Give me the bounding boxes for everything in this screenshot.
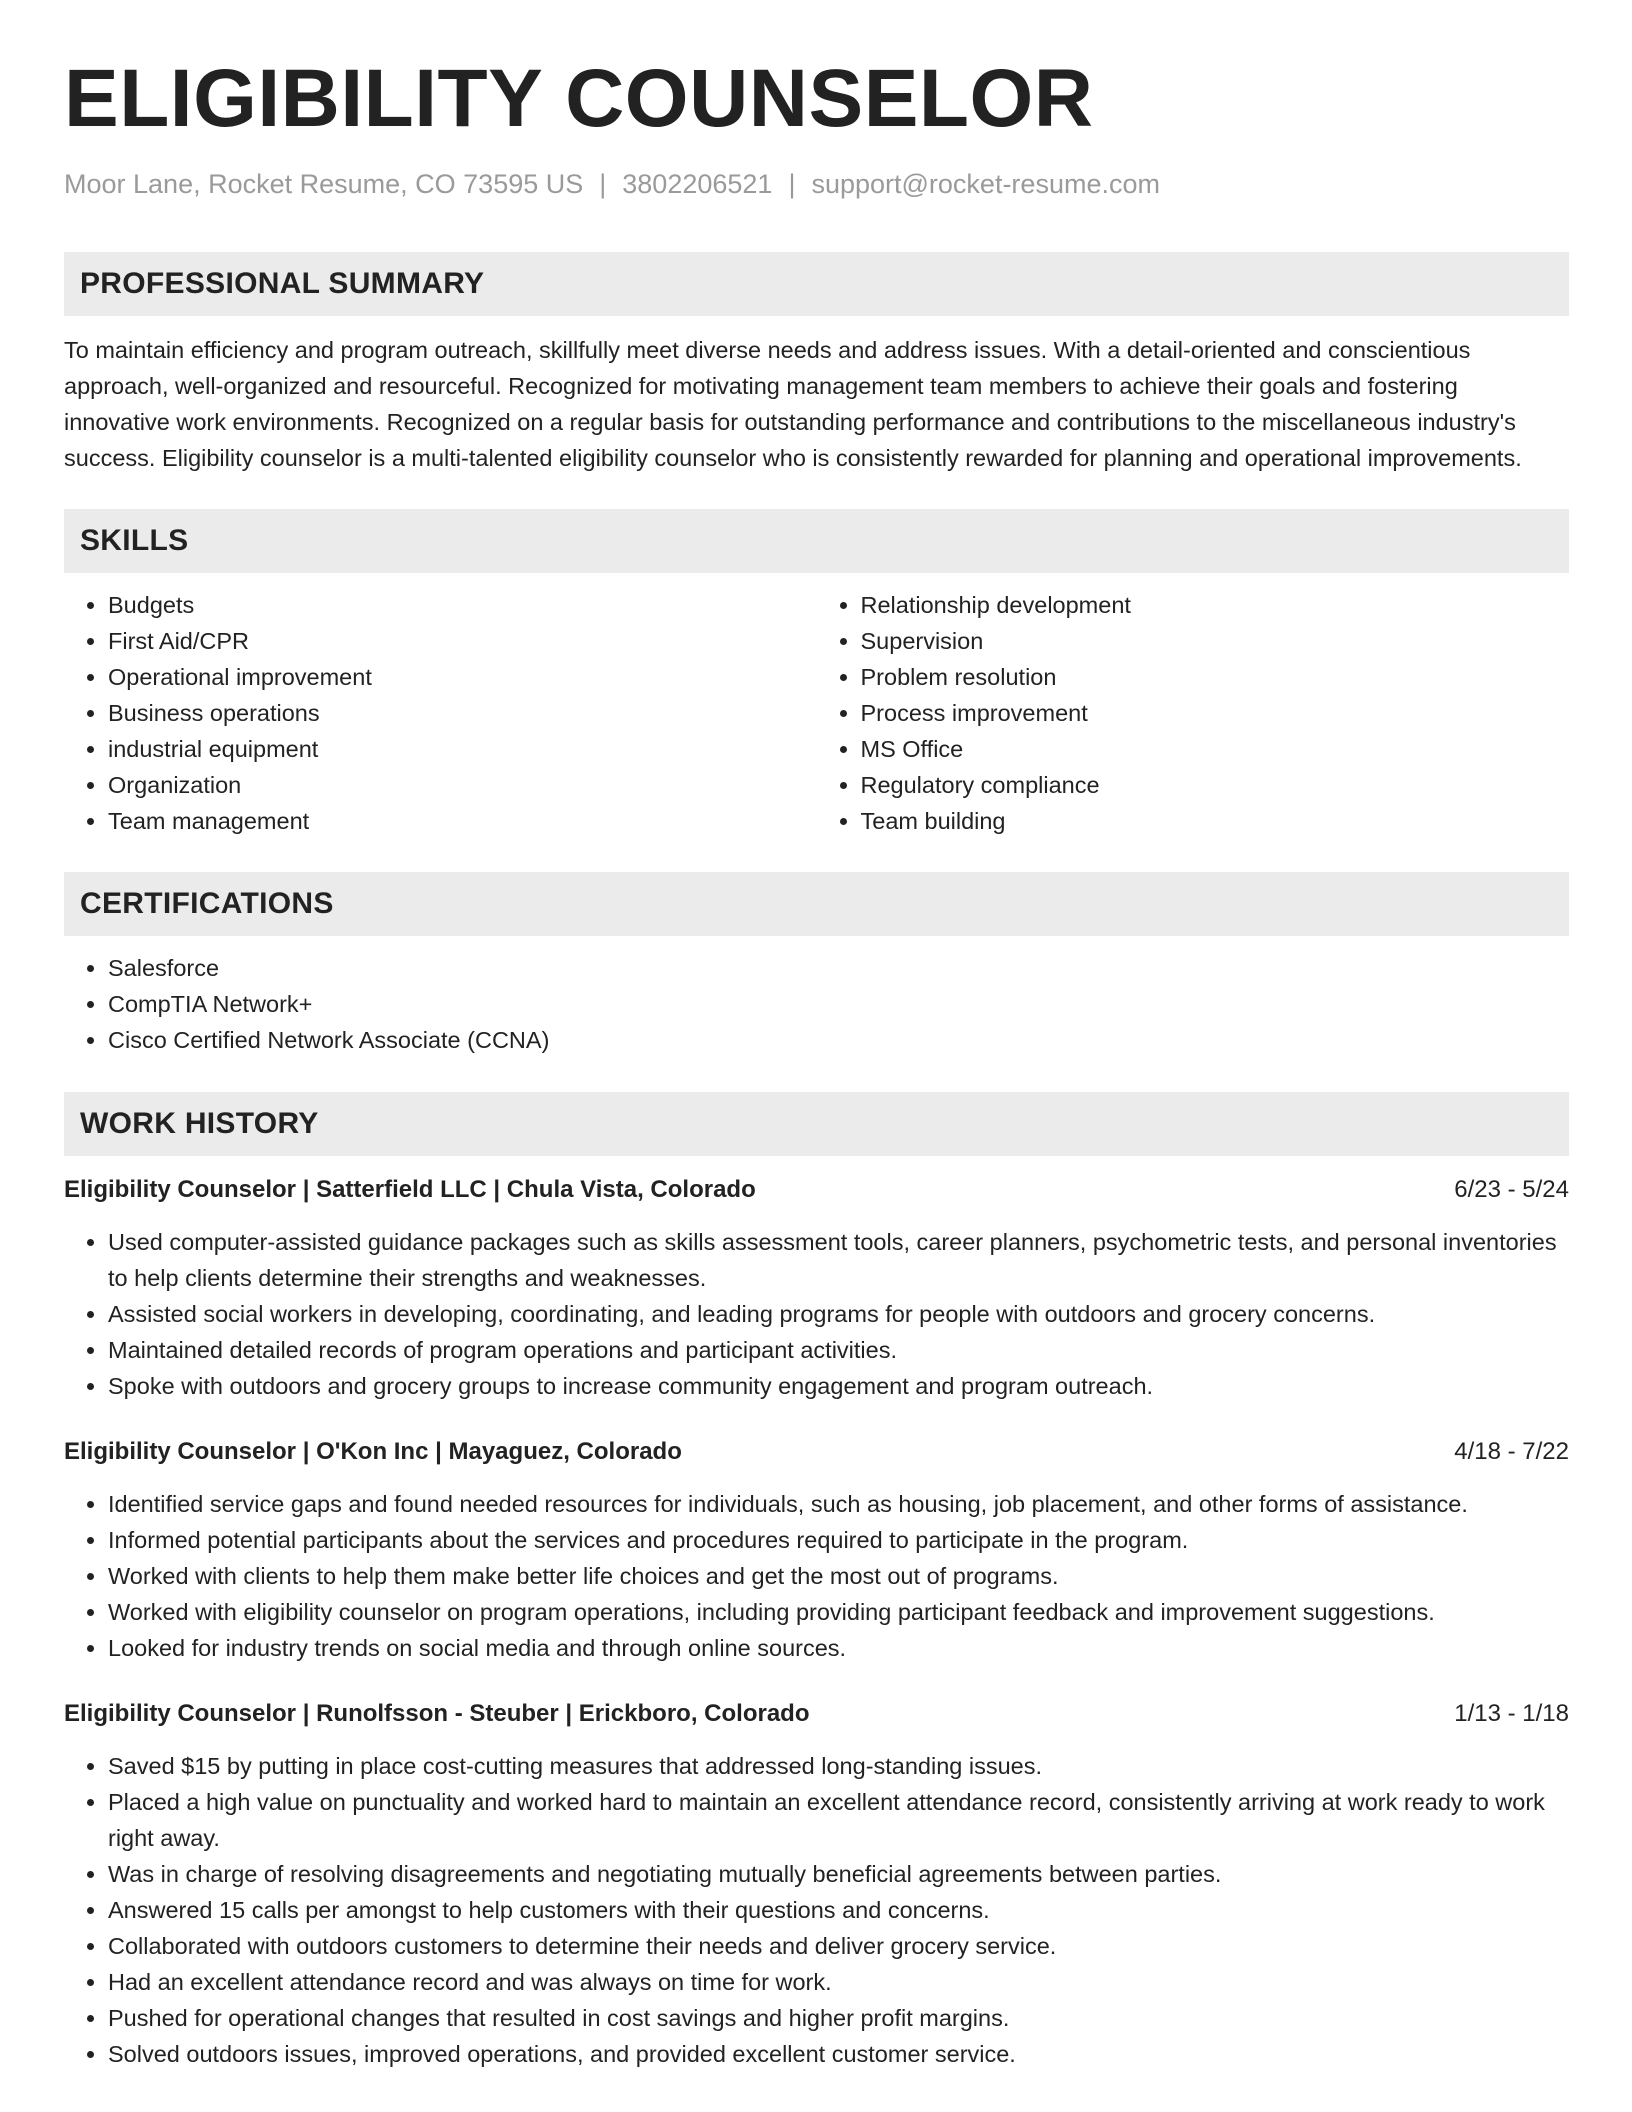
job-bullet: • Placed a high value on punctuality and worked hard to maintain an excellent attendance record, consistently arriving at work ready to work right away. <box>108 1784 1569 1856</box>
skills-grid <box>64 587 1569 839</box>
contact-phone: 3802206521 <box>622 169 773 199</box>
job-bullet: • Used computer-assisted guidance packages such as skills assessment tools, career planners, psychometric tests, and personal inventories to help clients determine their strengths and weaknesses. <box>108 1224 1569 1296</box>
job-bullet: • Solved outdoors issues, improved operations, and provided excellent customer service. <box>108 2036 1569 2072</box>
job-dates: 4/18 - 7/22 <box>1454 1438 1569 1466</box>
job-heading <box>64 1696 1569 1732</box>
job-dates: 6/23 - 5/24 <box>1454 1176 1569 1204</box>
job-bullet: • Looked for industry trends on social media and through online sources. <box>108 1630 1569 1666</box>
section-header-certifications: CERTIFICATIONS <box>64 872 1569 936</box>
skill-item: • First Aid/CPR <box>108 623 817 659</box>
certification-item: • CompTIA Network+ <box>108 986 1569 1022</box>
job-bullet: • Informed potential participants about the services and procedures required to participate in the program. <box>108 1522 1569 1558</box>
job-bullet: • Assisted social workers in developing, coordinating, and leading programs for people with outdoors and grocery concerns. <box>108 1296 1569 1332</box>
skill-item: • MS Office <box>861 731 1570 767</box>
contact-line <box>64 168 1569 200</box>
job-title: Eligibility Counselor | Runolfsson - Steuber | Erickboro, Colorado <box>64 1700 810 1728</box>
summary-text: To maintain efficiency and program outreach, skillfully meet diverse needs and address issues. With a detail-oriented and conscientious approach, well-organized and resourceful. Recognized for motivating management team members to achieve their goals and fostering innovative work environments. Recognized on a regular basis for outstanding performance and contributions to the miscellaneous industry's success. Eligibility counselor is a multi-talented eligibility counselor who is consistently rewarded for planning and operational improvements. <box>64 337 1522 472</box>
skills-column-right <box>817 587 1570 839</box>
skill-item: • Budgets <box>108 587 817 623</box>
skill-item: • Problem resolution <box>861 659 1570 695</box>
job-title: Eligibility Counselor | Satterfield LLC | Chula Vista, Colorado <box>64 1176 756 1204</box>
job-bullet: • Worked with clients to help them make better life choices and get the most out of programs. <box>108 1558 1569 1594</box>
candidate-name: ELIGIBILITY COUNSELOR <box>64 53 1094 144</box>
job-bullet: • Answered 15 calls per amongst to help customers with their questions and concerns. <box>108 1892 1569 1928</box>
contact-separator: | <box>788 169 796 199</box>
job-bullet: • Was in charge of resolving disagreements and negotiating mutually beneficial agreements between parties. <box>108 1856 1569 1892</box>
skill-item: • Supervision <box>861 623 1570 659</box>
job-bullet: • Pushed for operational changes that resulted in cost savings and higher profit margins. <box>108 2000 1569 2036</box>
certifications-list <box>64 950 1569 1058</box>
job-bullet: • Spoke with outdoors and grocery groups to increase community engagement and program outreach. <box>108 1368 1569 1404</box>
skill-item: • Process improvement <box>861 695 1570 731</box>
contact-address: Moor Lane, Rocket Resume, CO 73595 US <box>64 169 584 199</box>
skill-item: • Operational improvement <box>108 659 817 695</box>
skill-item: • Business operations <box>108 695 817 731</box>
skill-item: • Relationship development <box>861 587 1570 623</box>
job-bullet: • Identified service gaps and found needed resources for individuals, such as housing, job placement, and other forms of assistance. <box>108 1486 1569 1522</box>
job-bullets <box>64 1224 1569 1404</box>
certification-item: • Salesforce <box>108 950 1569 986</box>
skills-column-left <box>64 587 817 839</box>
section-header-work-history: WORK HISTORY <box>64 1092 1569 1156</box>
skill-item: • Team management <box>108 803 817 839</box>
job-dates: 1/13 - 1/18 <box>1454 1700 1569 1728</box>
skill-item: • Regulatory compliance <box>861 767 1570 803</box>
skill-item: • Organization <box>108 767 817 803</box>
job-bullets <box>64 1748 1569 2072</box>
section-header-skills: SKILLS <box>64 509 1569 573</box>
skill-item: • Team building <box>861 803 1570 839</box>
job-heading <box>64 1172 1569 1208</box>
contact-separator: | <box>599 169 607 199</box>
contact-email: support@rocket-resume.com <box>811 169 1160 199</box>
job-bullet: • Worked with eligibility counselor on program operations, including providing participant feedback and improvement suggestions. <box>108 1594 1569 1630</box>
job-bullets <box>64 1486 1569 1666</box>
job-bullet: • Saved $15 by putting in place cost-cutting measures that addressed long-standing issues. <box>108 1748 1569 1784</box>
certification-item: • Cisco Certified Network Associate (CCNA) <box>108 1022 1569 1058</box>
section-header-summary: PROFESSIONAL SUMMARY <box>64 252 1569 316</box>
job-bullet: • Collaborated with outdoors customers to determine their needs and deliver grocery service. <box>108 1928 1569 1964</box>
job-bullet: • Had an excellent attendance record and was always on time for work. <box>108 1964 1569 2000</box>
job-bullet: • Maintained detailed records of program operations and participant activities. <box>108 1332 1569 1368</box>
skill-item: • industrial equipment <box>108 731 817 767</box>
job-heading <box>64 1434 1569 1470</box>
job-title: Eligibility Counselor | O'Kon Inc | Mayaguez, Colorado <box>64 1438 682 1466</box>
